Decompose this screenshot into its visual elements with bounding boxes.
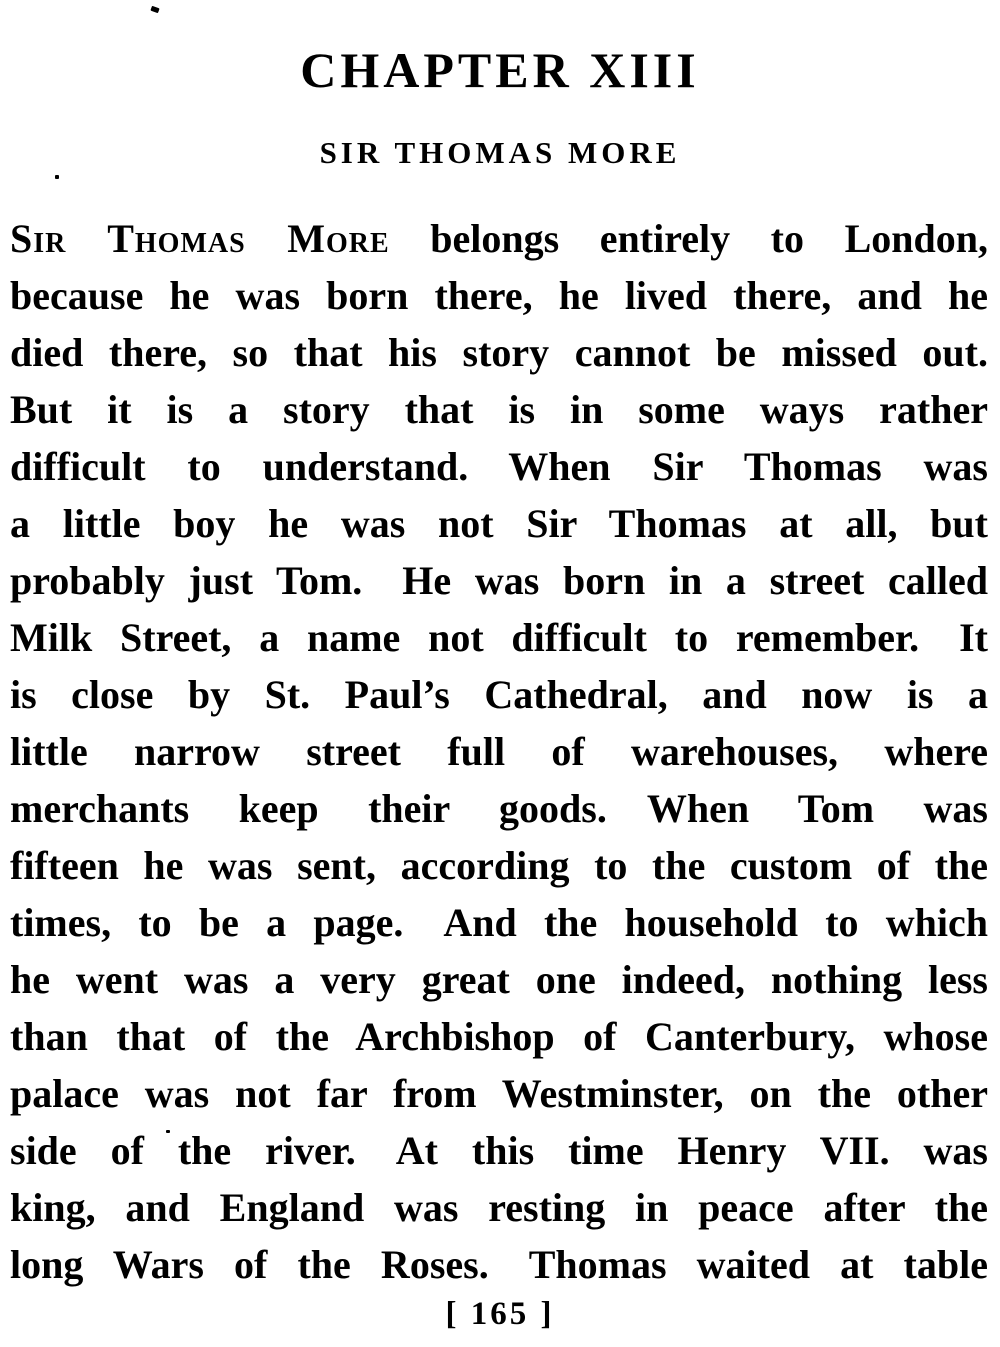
text-line: is close by St. Paul’s Cathedral, and now is a [10, 672, 988, 717]
text-line: But it is a story that is in some ways rather [10, 387, 988, 432]
ink-speck [55, 175, 59, 179]
text-line: side of the river. At this time Henry VII. was [10, 1128, 988, 1173]
text-line: than that of the Archbishop of Canterbury, whose [10, 1014, 988, 1059]
text-line: times, to be a page. And the household to which [10, 900, 988, 945]
ink-speck [150, 6, 159, 13]
text-line: died there, so that his story cannot be missed out. [10, 330, 988, 375]
chapter-subheading: SIR THOMAS MORE [319, 135, 681, 170]
text-line: long Wars of the Roses. Thomas waited at table [10, 1242, 988, 1287]
page-number: [ 165 ] [445, 1296, 555, 1332]
opening-rest: belongs entirely to London, [430, 216, 988, 261]
text-line: a little boy he was not Sir Thomas at all, but [10, 501, 988, 546]
text-line: merchants keep their goods. When Tom was [10, 786, 988, 831]
text-line: Milk Street, a name not difficult to remember. It [10, 615, 988, 660]
text-line: difficult to understand. When Sir Thomas was [10, 444, 988, 489]
text-line: king, and England was resting in peace after the [10, 1185, 988, 1230]
text-line [10, 210, 988, 267]
text-line: fifteen he was sent, according to the custom of the [10, 843, 988, 888]
text-line: probably just Tom. He was born in a street called [10, 558, 988, 603]
chapter-heading: CHAPTER XIII [300, 42, 700, 98]
text-line: because he was born there, he lived there, and he [10, 273, 988, 318]
body-text [10, 210, 988, 1293]
opening-smallcaps: Sir Thomas More [10, 216, 390, 261]
text-line: little narrow street full of warehouses, where [10, 729, 988, 774]
text-line: palace was not far from Westminster, on the other [10, 1071, 988, 1116]
text-line: he went was a very great one indeed, nothing less [10, 957, 988, 1002]
